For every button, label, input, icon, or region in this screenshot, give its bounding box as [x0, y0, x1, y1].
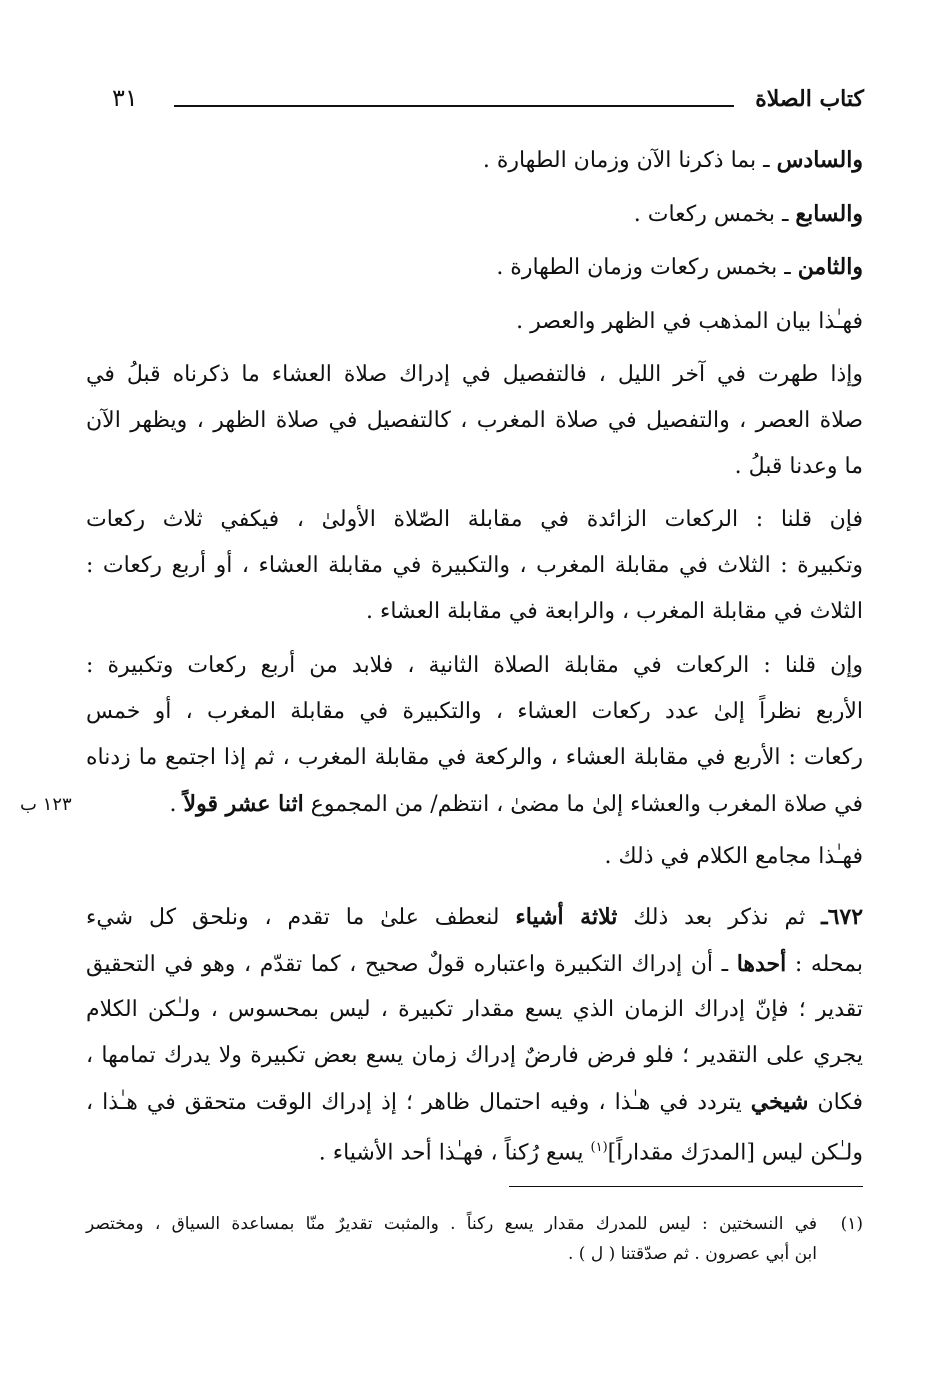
text-line: [86, 741, 863, 775]
footnote-line: [86, 1240, 817, 1268]
text-line: [86, 1131, 863, 1170]
line-text: الثلاث في مقابلة المغرب ، والرابعة في مقابلة العشاء .: [366, 599, 863, 624]
footnote-line: [86, 1210, 863, 1238]
bold-phrase: أحدها: [736, 951, 787, 977]
text-line: [86, 358, 863, 392]
line-text: في صلاة المغرب والعشاء إلىٰ ما مضىٰ ، انتظم/ من المجموع: [303, 792, 863, 817]
line-text: ثم نذكر بعد ذلك: [617, 905, 822, 930]
text-line: [86, 840, 863, 874]
text-line: [86, 503, 863, 537]
footnote-number: (١): [840, 1214, 863, 1234]
line-text: صلاة العصر ، والتفصيل في صلاة المغرب ، كالتفصيل في صلاة الظهر ، ويظهر الآن: [86, 408, 863, 433]
paragraph-number: ٦٧٢ـ: [821, 904, 864, 930]
running-title: كتاب الصلاة: [755, 86, 864, 112]
line-text: .: [169, 792, 184, 817]
bold-lead: والسابع: [795, 201, 863, 227]
line-text: يتردد في هـٰذا ، وفيه احتمال ظاهر ؛ إذ إدراك الوقت متحقق في هـٰذا ،: [86, 1090, 751, 1115]
text-line: [86, 993, 863, 1027]
page-number: ٣١: [112, 84, 138, 112]
text-line: [86, 143, 863, 178]
line-text: ـ بخمس ركعات وزمان الطهارة .: [496, 255, 798, 280]
bold-lead: والثامن: [797, 254, 863, 280]
bold-lead: والسادس: [776, 147, 863, 173]
text-line: [86, 787, 863, 822]
text-line: [86, 695, 863, 729]
text-line: [86, 649, 863, 683]
footnote-text: ابن أبي عصرون . ثم صدّقتنا ( ل ) .: [567, 1244, 817, 1264]
line-text: الأربع نظراً إلىٰ عدد ركعات العشاء ، والتكبيرة في مقابلة المغرب ، أو خمس: [86, 699, 863, 724]
line-text: لنعطف علىٰ ما تقدم ، ونلحق كل شيء: [86, 905, 516, 930]
line-text: بمحله :: [786, 952, 863, 977]
line-text: يجري على التقدير ؛ فلو فرض فارضٌ إدراك زمان يسع بعض تكبيرة ولا يدرك تمامها ،: [86, 1043, 863, 1068]
bold-phrase: شيخي: [750, 1089, 809, 1115]
text-line: [86, 250, 863, 285]
text-line: [86, 197, 863, 232]
line-text: فكان: [808, 1090, 863, 1115]
text-line: [86, 947, 863, 982]
bold-phrase: ثلاثة أشياء: [515, 904, 618, 930]
text-line: [86, 404, 863, 438]
line-text: فهـٰذا مجامع الكلام في ذلك .: [604, 844, 863, 869]
line-text: ركعات : الأربع في مقابلة العشاء ، والركعة في مقابلة المغرب ، ثم إذا اجتمع ما زدناه: [86, 745, 863, 770]
header-rule: [174, 105, 734, 107]
text-line: [86, 1039, 863, 1073]
line-text: ـ بخمس ركعات .: [633, 202, 796, 227]
line-text: فهـٰذا بيان المذهب في الظهر والعصر .: [516, 309, 863, 334]
text-line: [86, 595, 863, 629]
footnote-text: في النسختين : ليس للمدرك مقدار يسع ركناً . والمثبت تقديرٌ منّا بمساعدة السياق ، ومختصر: [86, 1214, 817, 1234]
page-header: [112, 86, 864, 122]
line-text: فإن قلنا : الركعات الزائدة في مقابلة الصّلاة الأولىٰ ، فيكفي ثلاث ركعات: [86, 507, 863, 532]
text-line: [86, 549, 863, 583]
line-text: وإذا طهرت في آخر الليل ، فالتفصيل في إدراك صلاة العشاء ما ذكرناه قبلُ في: [86, 362, 863, 387]
line-text: ما وعدنا قبلُ .: [734, 454, 863, 479]
bold-phrase: اثنا عشر قولاً: [183, 791, 304, 817]
line-text: يسع رُكناً ، فهـٰذا أحد الأشياء .: [318, 1140, 591, 1166]
text-line: [86, 1085, 863, 1120]
text-line: [86, 305, 863, 339]
line-text: وإن قلنا : الركعات في مقابلة الصلاة الثانية ، فلابد من أربع ركعات وتكبيرة :: [86, 653, 863, 678]
line-text: ـ أن إدراك التكبيرة واعتباره قولٌ صحيح ، كما تقدّم ، وهو في التحقيق: [86, 952, 737, 977]
text-line: [86, 900, 863, 935]
footnote-rule: [509, 1186, 863, 1187]
line-text: ولـٰكن ليس [المدرَك مقداراً]: [607, 1140, 863, 1166]
text-line: [86, 450, 863, 484]
footnote-marker: (١): [590, 1140, 608, 1155]
margin-folio-note: ١٢٣ ب: [20, 794, 72, 815]
line-text: تقدير ؛ فإنّ إدراك الزمان الذي يسع مقدار تكبيرة ، ليس بمحسوس ، ولـٰكن الكلام: [86, 997, 863, 1022]
line-text: ـ بما ذكرنا الآن وزمان الطهارة .: [482, 148, 777, 173]
line-text: وتكبيرة : الثلاث في مقابلة المغرب ، والتكبيرة في مقابلة العشاء ، أو أربع ركعات :: [86, 553, 863, 578]
